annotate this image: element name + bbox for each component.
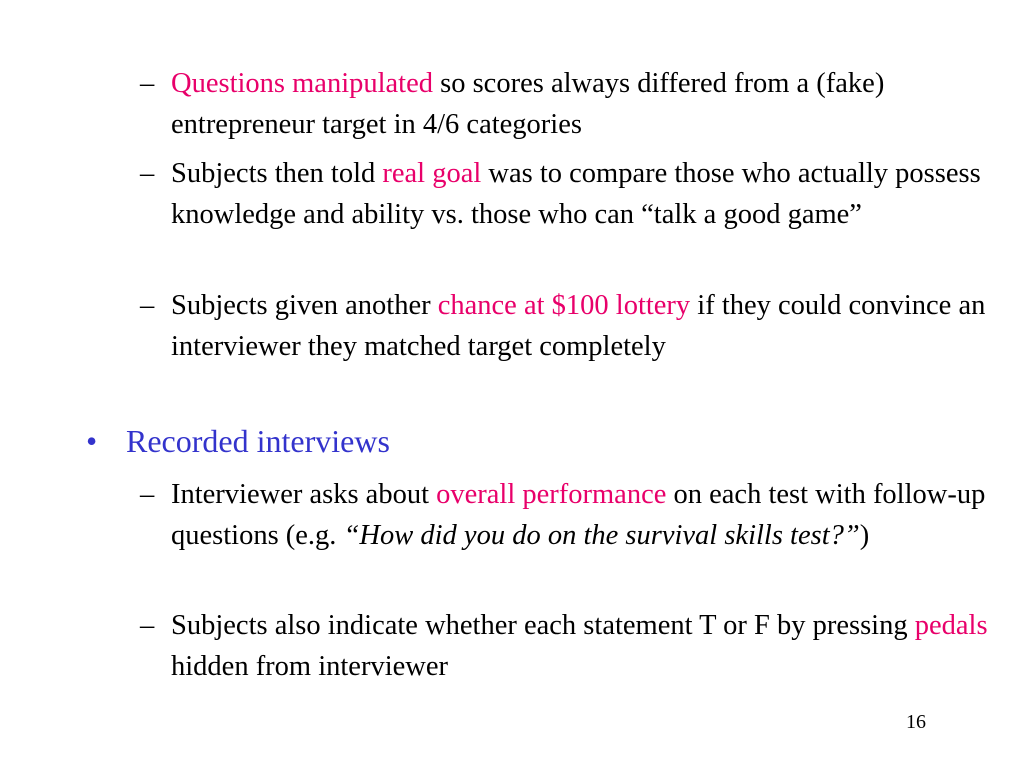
bullet-text [171,63,1000,145]
highlighted-phrase: Questions manipulated [171,68,433,99]
bullet-text-pre: Subjects then told [171,158,383,189]
bullet-text-pre: Subjects also indicate whether each statement T or F by pressing [171,610,915,641]
bullet-text-rest: was to compare those who actually possess knowledge and ability vs. those who can “talk a good game” [171,158,981,230]
bullet-text-rest: ) [859,520,870,551]
bullet-text-mid: on each test with follow-up questions (e.g. [171,479,986,551]
dash-marker: – [140,610,155,641]
page-number: 16 [906,711,926,733]
dash-marker: – [140,68,155,99]
sub-bullet-pedals [140,605,1000,687]
sub-bullet-real-goal [140,153,1000,235]
bullet-text [171,474,1000,556]
highlighted-phrase: real goal [382,158,482,189]
italic-example-question: “How did you do on the survival skills test?” [343,520,860,551]
highlighted-phrase: overall performance [436,479,667,510]
dash-marker: – [140,479,155,510]
bullet-text-rest: if they could convince an interviewer they matched target completely [171,290,986,362]
bullet-dot-icon: • [86,423,98,459]
bullet-text-rest: hidden from interviewer [171,651,448,682]
bullet-text-pre: Interviewer asks about [171,479,437,510]
bullet-text [171,605,1000,687]
bullet-recorded-interviews [86,419,986,463]
sub-bullet-overall-performance [140,474,1000,556]
bullet-text-rest: so scores always differed from a (fake) entrepreneur target in 4/6 categories [171,68,885,140]
dash-marker: – [140,290,155,321]
bullet-text-pre: Subjects given another [171,290,438,321]
dash-marker: – [140,158,155,189]
sub-bullet-questions-manipulated [140,63,1000,145]
bullet-heading-text: Recorded interviews [126,423,390,459]
bullet-text [171,285,1000,367]
highlighted-phrase: pedals [914,610,988,641]
sub-bullet-lottery [140,285,1000,367]
bullet-text [171,153,1000,235]
highlighted-phrase: chance at $100 lottery [437,290,691,321]
